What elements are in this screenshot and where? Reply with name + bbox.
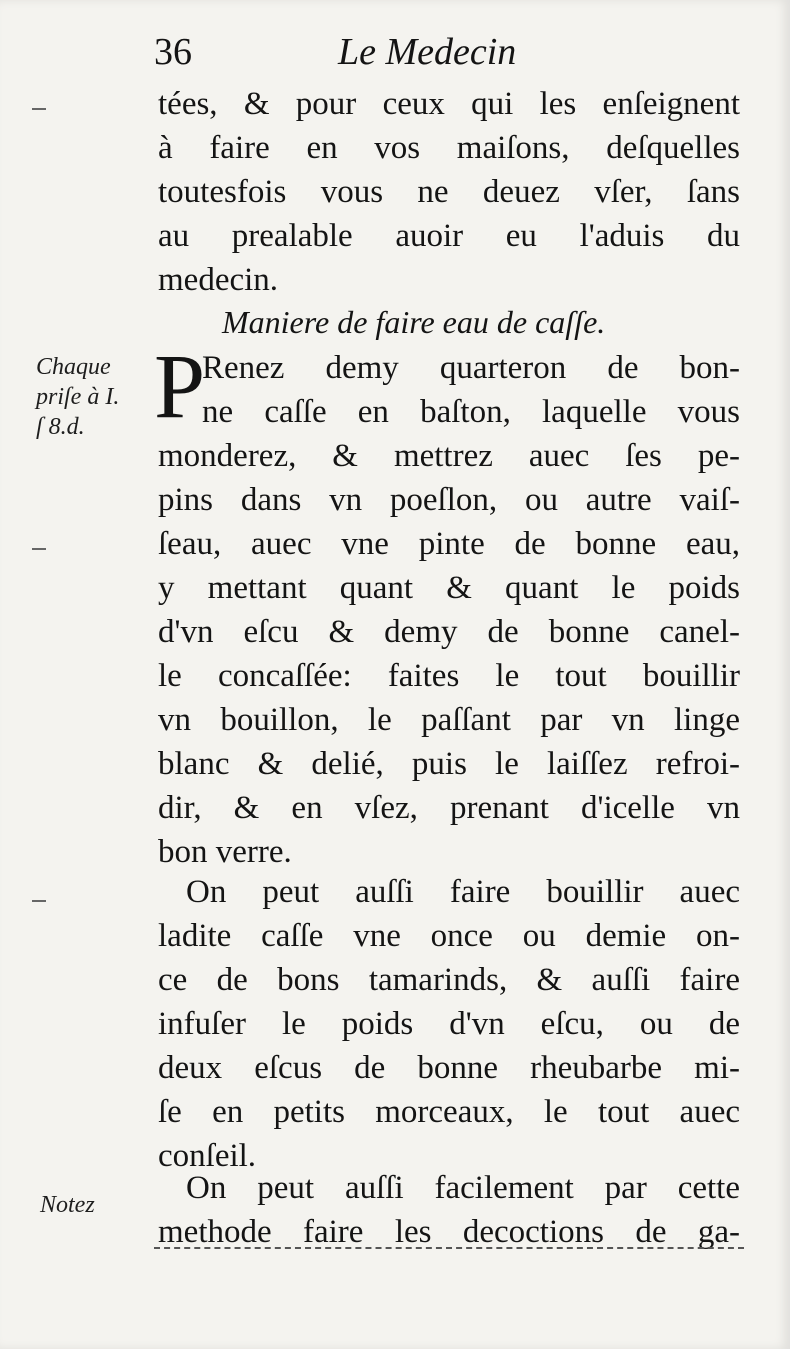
- edge-mark: [32, 108, 46, 110]
- edge-mark: [32, 548, 46, 550]
- decoction-paragraph: [158, 1166, 740, 1254]
- text-line: ladite caſſe vne once ou demie on-: [158, 918, 740, 954]
- text-line: Renez demy quarteron de bon-: [202, 350, 740, 386]
- paragraph-continuation: [158, 82, 740, 302]
- text-line: On peut auſſi faire bouillir auec: [186, 874, 740, 910]
- text-line: ce de bons tamarinds, & auſſi faire: [158, 962, 740, 998]
- text-line: conſeil.: [158, 1138, 257, 1174]
- text-line: bon verre.: [158, 834, 292, 870]
- edge-mark: [32, 900, 46, 902]
- text-line: pins dans vn poeſlon, ou autre vaiſ-: [158, 482, 740, 518]
- text-line: vn bouillon, le paſſant par vn linge: [158, 702, 740, 738]
- margin-note-notez: Notez: [40, 1192, 95, 1218]
- text-line: medecin.: [158, 262, 279, 298]
- page-number: 36: [154, 31, 192, 73]
- text-line: y mettant quant & quant le poids: [158, 570, 740, 606]
- margin-note-line: ſ 8.d.: [36, 414, 85, 440]
- text-line: blanc & delié, puis le laiſſez refroi-: [158, 746, 740, 782]
- text-line: deux eſcus de bonne rheubarbe mi-: [158, 1050, 740, 1086]
- text-line: ſeau, auec vne pinte de bonne eau,: [158, 526, 740, 562]
- text-line: On peut auſſi facilement par cette: [186, 1170, 740, 1206]
- margin-note-line: priſe à I.: [36, 384, 120, 410]
- margin-note-price: [36, 352, 119, 442]
- bottom-rule: [154, 1247, 744, 1249]
- drop-cap: P: [154, 335, 206, 437]
- text-line: methode faire les decoctions de ga-: [158, 1214, 740, 1250]
- text-line: monderez, & mettrez auec ſes pe-: [158, 438, 740, 474]
- text-line: toutesfois vous ne deuez vſer, ſans: [158, 174, 740, 210]
- text-line: tées, & pour ceux qui les enſeignent: [158, 86, 740, 122]
- text-line: infuſer le poids d'vn eſcu, ou de: [158, 1006, 740, 1042]
- text-line: d'vn eſcu & demy de bonne canel-: [158, 614, 740, 650]
- section-title: Maniere de faire eau de caſſe.: [222, 304, 606, 340]
- recipe-paragraph: [158, 346, 740, 874]
- text-line: à faire en vos maiſons, deſquelles: [158, 130, 740, 166]
- text-line: dir, & en vſez, prenant d'icelle vn: [158, 790, 740, 826]
- text-line: ſe en petits morceaux, le tout auec: [158, 1094, 740, 1130]
- margin-note-line: Chaque: [36, 354, 111, 380]
- page-header: [154, 30, 614, 78]
- running-title: Le Medecin: [338, 31, 517, 73]
- text-line: au prealable auoir eu l'aduis du: [158, 218, 740, 254]
- text-line: le concaſſée: faites le tout bouillir: [158, 658, 740, 694]
- variation-paragraph: [158, 870, 740, 1178]
- text-line: ne caſſe en baſton, laquelle vous: [202, 394, 740, 430]
